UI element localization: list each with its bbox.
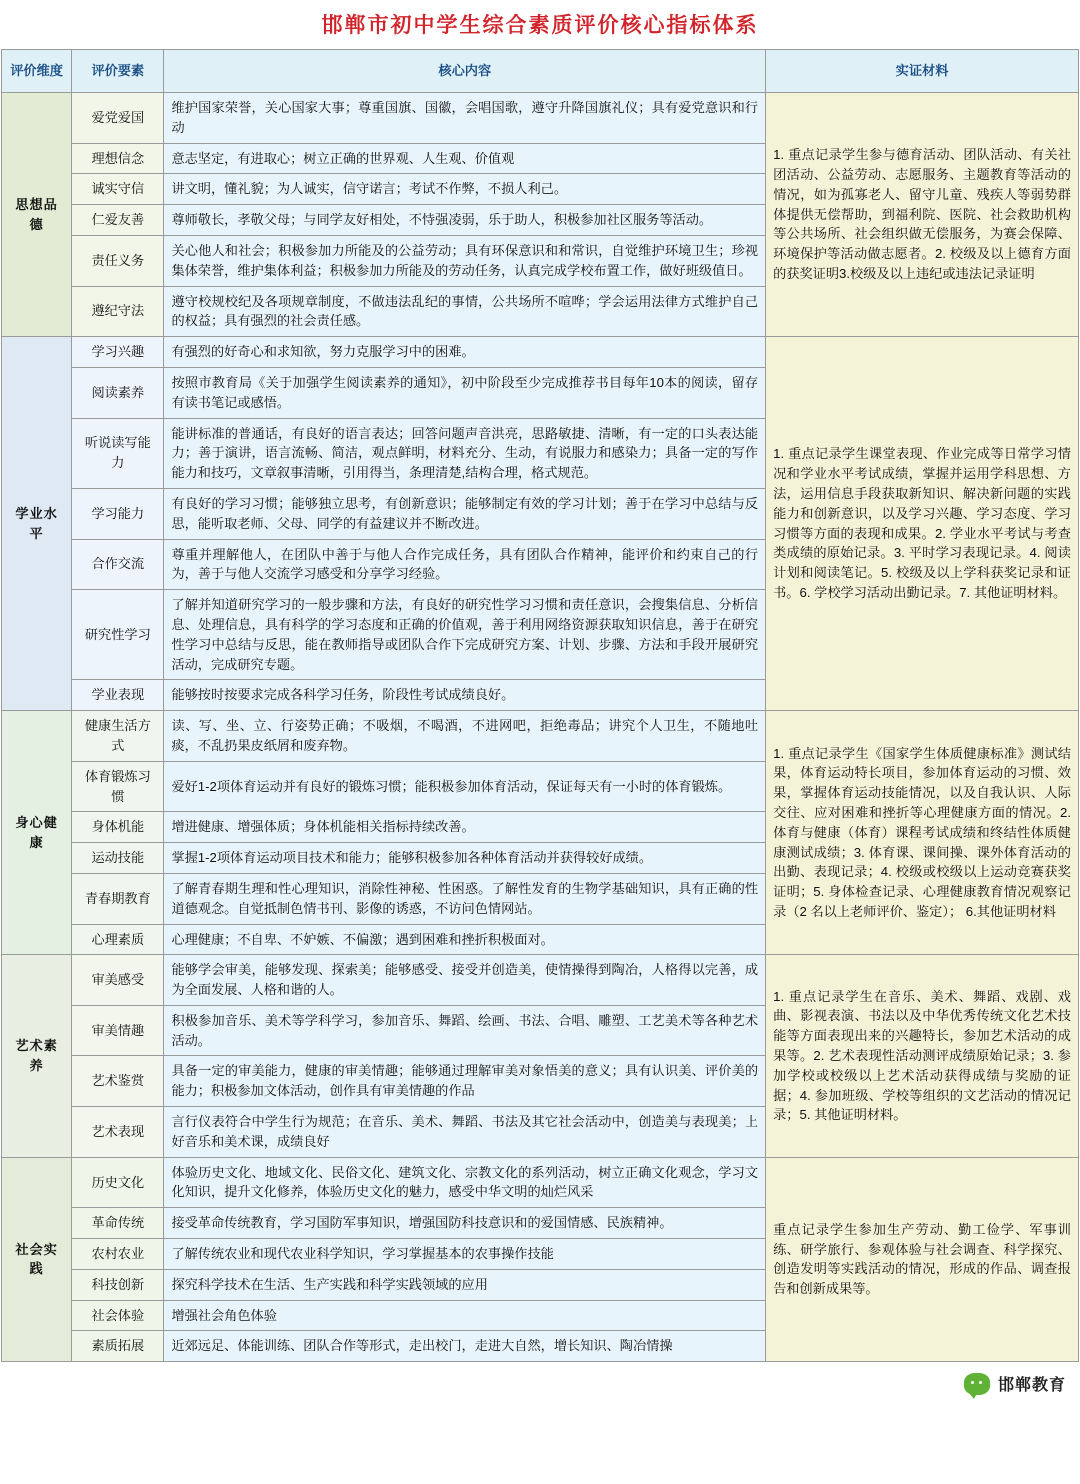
dimension-cell: 艺术素养 bbox=[2, 955, 72, 1157]
header-evidence: 实证材料 bbox=[766, 50, 1079, 93]
element-cell: 审美情趣 bbox=[72, 1005, 164, 1056]
page-footer bbox=[0, 1362, 1080, 1420]
page-title: 邯郸市初中学生综合素质评价核心指标体系 bbox=[321, 12, 759, 37]
header-dimension: 评价维度 bbox=[2, 50, 72, 93]
core-content-cell: 增强社会角色体验 bbox=[164, 1300, 766, 1331]
core-content-cell: 心理健康；不自卑、不妒嫉、不偏激；遇到困难和挫折积极面对。 bbox=[164, 924, 766, 955]
core-content-cell: 掌握1-2项体育运动项目技术和能力；能够积极参加各种体育活动并获得较好成绩。 bbox=[164, 843, 766, 874]
evidence-cell: 1. 重点记录学生参与德育活动、团队活动、有关社团活动、公益劳动、志愿服务、主题教育等活动的情况，如为孤寡老人、留守儿童、残疾人等弱势群体提供无偿帮助，到福利院、医院、社会救助机构等公共场所、社会组织做无偿服务，为赛会保障、环境保护等活动做志愿者。2. 校级及以上德育方面的获奖证明3.校级及以上违纪或违法记录证明 bbox=[766, 93, 1079, 337]
table-row bbox=[2, 711, 1079, 762]
wechat-account-label: 邯郸教育 bbox=[997, 1377, 1066, 1395]
core-content-cell: 能够学会审美，能够发现、探索美；能够感受、接受并创造美，使情操得到陶冶，人格得以完善，成为全面发展、人格和谐的人。 bbox=[164, 955, 766, 1006]
core-content-cell: 探究科学技术在生活、生产实践和科学实践领域的应用 bbox=[164, 1269, 766, 1300]
core-content-cell: 按照市教育局《关于加强学生阅读素养的通知》，初中阶段至少完成推荐书目每年10本的阅读，留存有读书笔记或感悟。 bbox=[164, 367, 766, 418]
core-content-cell: 尊重并理解他人，在团队中善于与他人合作完成任务，具有团队合作精神，能评价和约束自己的行为，善于与他人交流学习感受和分享学习经验。 bbox=[164, 539, 766, 590]
element-cell: 仁爱友善 bbox=[72, 205, 164, 236]
element-cell: 社会体验 bbox=[72, 1300, 164, 1331]
core-content-cell: 有强烈的好奇心和求知欲，努力克服学习中的困难。 bbox=[164, 337, 766, 368]
table-row bbox=[2, 93, 1079, 144]
dimension-cell: 身心健康 bbox=[2, 711, 72, 955]
wechat-account bbox=[964, 1372, 1066, 1395]
core-content-cell: 了解青春期生理和性心理知识，消除性神秘、性困惑。了解性发育的生物学基础知识，具有正确的性道德观念。自觉抵制色情书刊、影像的诱惑，不访问色情网站。 bbox=[164, 873, 766, 924]
element-cell: 艺术表现 bbox=[72, 1107, 164, 1158]
element-cell: 诚实守信 bbox=[72, 174, 164, 205]
core-content-cell: 近郊远足、体能训练、团队合作等形式，走出校门，走进大自然，增长知识、陶冶情操 bbox=[164, 1331, 766, 1362]
core-content-cell: 能够按时按要求完成各科学习任务，阶段性考试成绩良好。 bbox=[164, 680, 766, 711]
evidence-cell: 1. 重点记录学生课堂表现、作业完成等日常学习情况和学业水平考试成绩，掌握并运用学科思想、方法，运用信息手段获取新知识、解决新问题的实践能力和创新意识，以及学习兴趣、学习态度、学习习惯等方面的表现和成果。2. 学业水平考试与考查类成绩的原始记录。3. 平时学习表现记录。4. 阅读计划和阅读笔记。5. 校级及以上学科获奖记录和证书。6. 学校学习活动出勤记录。7. 其他证明材料。 bbox=[766, 337, 1079, 711]
table-row bbox=[2, 337, 1079, 368]
core-content-cell: 关心他人和社会；积极参加力所能及的公益劳动；具有环保意识和和常识，自觉维护环境卫生；珍视集体荣誉，维护集体利益；积极参加力所能及的劳动任务，认真完成学校布置工作，做好班级值日。 bbox=[164, 235, 766, 286]
element-cell: 学习能力 bbox=[72, 488, 164, 539]
dimension-cell: 社会实践 bbox=[2, 1157, 72, 1362]
core-content-cell: 讲文明，懂礼貌；为人诚实，信守诺言；考试不作弊，不损人利己。 bbox=[164, 174, 766, 205]
element-cell: 学习兴趣 bbox=[72, 337, 164, 368]
core-content-cell: 尊师敬长，孝敬父母；与同学友好相处，不恃强凌弱，乐于助人，积极参加社区服务等活动。 bbox=[164, 205, 766, 236]
core-content-cell: 了解传统农业和现代农业科学知识，学习掌握基本的农事操作技能 bbox=[164, 1239, 766, 1270]
header-core-content: 核心内容 bbox=[164, 50, 766, 93]
element-cell: 素质拓展 bbox=[72, 1331, 164, 1362]
header-element: 评价要素 bbox=[72, 50, 164, 93]
core-content-cell: 遵守校规校纪及各项规章制度，不做违法乱纪的事情，公共场所不喧哗；学会运用法律方式维护自己的权益；具有强烈的社会责任感。 bbox=[164, 286, 766, 337]
element-cell: 审美感受 bbox=[72, 955, 164, 1006]
element-cell: 健康生活方式 bbox=[72, 711, 164, 762]
table-body bbox=[2, 93, 1079, 1362]
table-row bbox=[2, 955, 1079, 1006]
dimension-cell: 学业水平 bbox=[2, 337, 72, 711]
element-cell: 科技创新 bbox=[72, 1269, 164, 1300]
element-cell: 听说读写能力 bbox=[72, 418, 164, 488]
element-cell: 艺术鉴赏 bbox=[72, 1056, 164, 1107]
core-content-cell: 爱好1-2项体育运动并有良好的锻炼习惯；能积极参加体育活动，保证每天有一小时的体育锻炼。 bbox=[164, 761, 766, 812]
element-cell: 爱党爱国 bbox=[72, 93, 164, 144]
core-content-cell: 能讲标准的普通话，有良好的语言表达；回答问题声音洪亮，思路敏捷、清晰，有一定的口头表达能力；善于演讲，语言流畅、简洁，观点鲜明，材料充分、生动，有说服力和感染力；具备一定的写作能力和技巧，文章叙事清晰，引用得当，条理清楚,结构合理，格式规范。 bbox=[164, 418, 766, 488]
element-cell: 身体机能 bbox=[72, 812, 164, 843]
table-header-row bbox=[2, 50, 1079, 93]
table-row bbox=[2, 1157, 1079, 1208]
evidence-cell: 1. 重点记录学生在音乐、美术、舞蹈、戏剧、戏曲、影视表演、书法以及中华优秀传统文化艺术技能等方面表现出来的兴趣特长，参加艺术活动的成果等。2. 艺术表现性活动测评成绩原始记录；3. 参加学校或校级以上艺术活动获得成绩与奖励的证据；4. 参加班级、学校等组织的文艺活动的情况记录；5. 其他证明材料。 bbox=[766, 955, 1079, 1157]
element-cell: 责任义务 bbox=[72, 235, 164, 286]
element-cell: 合作交流 bbox=[72, 539, 164, 590]
element-cell: 历史文化 bbox=[72, 1157, 164, 1208]
element-cell: 体育锻炼习惯 bbox=[72, 761, 164, 812]
core-content-cell: 了解并知道研究学习的一般步骤和方法，有良好的研究性学习习惯和责任意识，会搜集信息、分析信息、处理信息，具有科学的学习态度和正确的价值观，善于利用网络资源获取知识信息，善于在研究性学习中总结与反思，能在教师指导或团队合作下完成研究方案、计划、步骤、方法和手段开展研究活动，完成研究专题。 bbox=[164, 590, 766, 680]
evidence-cell: 1. 重点记录学生《国家学生体质健康标准》测试结果，体育运动特长项目，参加体育运动的习惯、效果，掌握体育运动技能情况，以及自我认识、人际交往、应对困难和挫折等心理健康方面的情况。2. 体育与健康（体育）课程考试成绩和终结性体质健康测试成绩；3. 体育课、课间操、课外体育活动的出勤、表现记录；4. 校级或校级以上运动竞赛获奖证明；5. 身体检查记录、心理健康教育情况观察记录（2 名以上老师评价、鉴定）； 6.其他证明材料 bbox=[766, 711, 1079, 955]
core-content-cell: 具备一定的审美能力，健康的审美情趣；能够通过理解审美对象悟美的意义；具有认识美、评价美的能力；积极参加文体活动，创作具有审美情趣的作品 bbox=[164, 1056, 766, 1107]
core-content-cell: 接受革命传统教育，学习国防军事知识，增强国防科技意识和的爱国情感、民族精神。 bbox=[164, 1208, 766, 1239]
element-cell: 农村农业 bbox=[72, 1239, 164, 1270]
core-content-cell: 有良好的学习习惯；能够独立思考，有创新意识；能够制定有效的学习计划；善于在学习中总结与反思，能听取老师、父母、同学的有益建议并不断改进。 bbox=[164, 488, 766, 539]
core-content-cell: 读、写、坐、立、行姿势正确；不吸烟，不喝酒，不进网吧，拒绝毒品；讲究个人卫生，不随地吐痰，不乱扔果皮纸屑和废弃物。 bbox=[164, 711, 766, 762]
core-content-cell: 体验历史文化、地域文化、民俗文化、建筑文化、宗教文化的系列活动，树立正确文化观念，学习文化知识，提升文化修养，体验历史文化的魅力，感受中华文明的灿烂风采 bbox=[164, 1157, 766, 1208]
evaluation-table bbox=[1, 49, 1079, 1362]
core-content-cell: 维护国家荣誉，关心国家大事；尊重国旗、国徽，会唱国歌，遵守升降国旗礼仪；具有爱党意识和行动 bbox=[164, 93, 766, 144]
element-cell: 心理素质 bbox=[72, 924, 164, 955]
core-content-cell: 增进健康、增强体质；身体机能相关指标持续改善。 bbox=[164, 812, 766, 843]
core-content-cell: 言行仪表符合中学生行为规范；在音乐、美术、舞蹈、书法及其它社会活动中，创造美与表现美；上好音乐和美术课，成绩良好 bbox=[164, 1107, 766, 1158]
core-content-cell: 意志坚定，有进取心；树立正确的世界观、人生观、价值观 bbox=[164, 143, 766, 174]
evidence-cell: 重点记录学生参加生产劳动、勤工俭学、军事训练、研学旅行、参观体验与社会调查、科学探究、创造发明等实践活动的情况，形成的作品、调查报告和创新成果等。 bbox=[766, 1157, 1079, 1362]
element-cell: 遵纪守法 bbox=[72, 286, 164, 337]
element-cell: 革命传统 bbox=[72, 1208, 164, 1239]
core-content-cell: 积极参加音乐、美术等学科学习，参加音乐、舞蹈、绘画、书法、合唱、雕塑、工艺美术等各种艺术活动。 bbox=[164, 1005, 766, 1056]
element-cell: 理想信念 bbox=[72, 143, 164, 174]
wechat-icon bbox=[964, 1373, 990, 1395]
element-cell: 学业表现 bbox=[72, 680, 164, 711]
element-cell: 青春期教育 bbox=[72, 873, 164, 924]
element-cell: 阅读素养 bbox=[72, 367, 164, 418]
dimension-cell: 思想品德 bbox=[2, 93, 72, 337]
element-cell: 研究性学习 bbox=[72, 590, 164, 680]
element-cell: 运动技能 bbox=[72, 843, 164, 874]
